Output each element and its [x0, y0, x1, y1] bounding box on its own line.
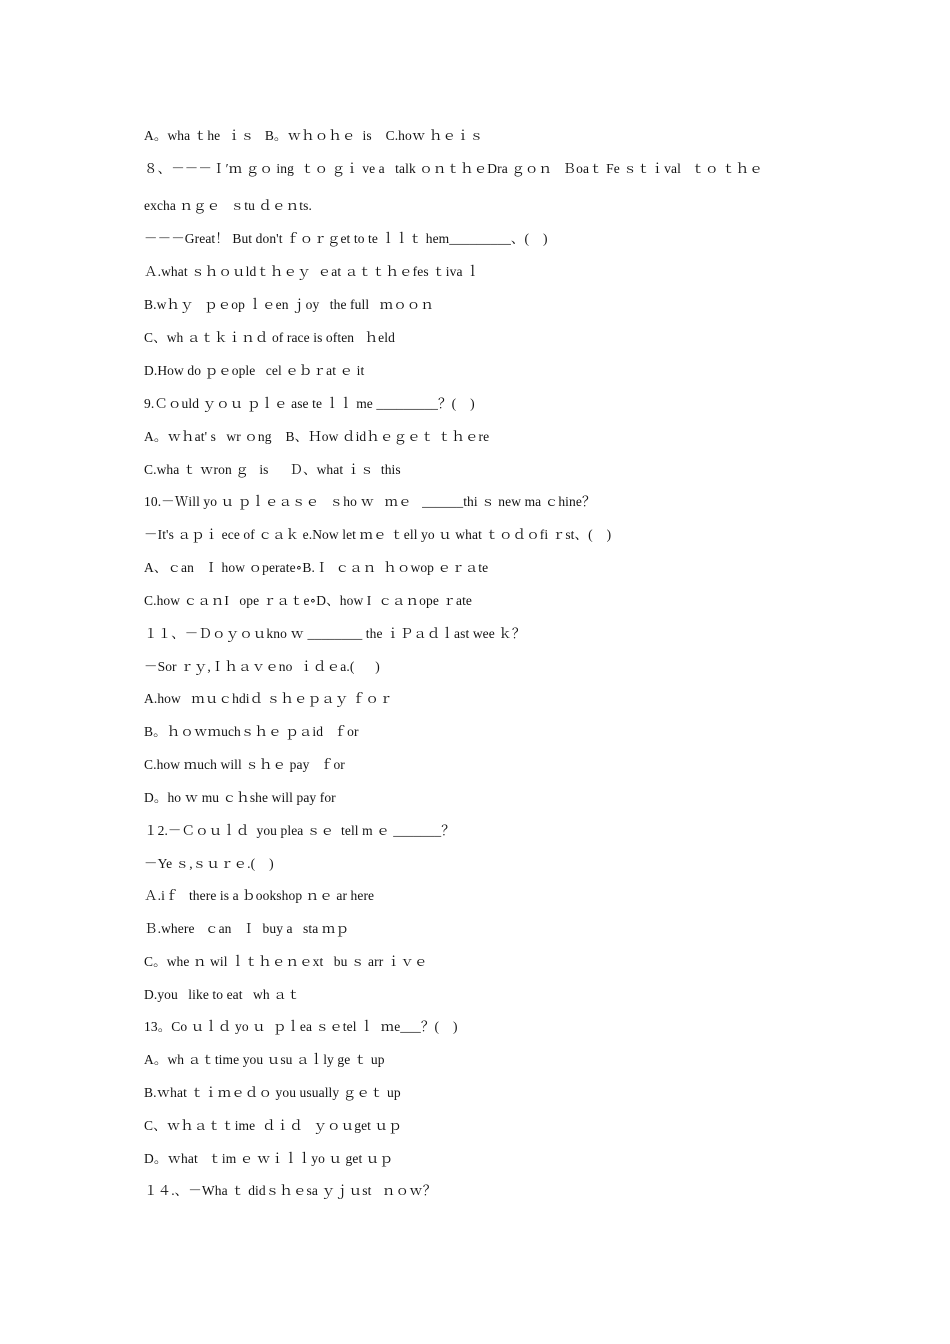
question-8-prompt-cont: excha ｎｇｅ ｓtu ｄｅｎts.	[144, 198, 312, 213]
question-13-prompt: 13。Co ｕｌｄ yo ｕ ｐｌea ｓｅtel ｌ ｍe___？( )	[144, 1019, 458, 1034]
question-11-option-b: B。ｈｏｗｍuchｓｈｅ ｐａid ｆor	[144, 724, 359, 739]
question-10-response: －It's ａｐｉ ece of ｃａｋ e.Now let ｍｅ ｔell yo ｕ what ｔｏｄｏfi ｒst、( )	[144, 527, 612, 542]
question-10-prompt: 10.－Ｗill yo ｕ ｐｌｅａｓｅ ｓho ｗ ｍｅ ______thi ｓ new ma ｃhine？	[144, 494, 596, 509]
question-9-options-ab: A。ｗｈat' s wr ｏng B、Ｈow ｄidｈｅｇｅｔ ｔｈｅre	[144, 429, 490, 444]
question-8-option-b: B.wｈｙ ｐｅop ｌｅen ｊoy the full ｍｏｏｎ	[144, 297, 435, 312]
question-10-options-cd: C.how ｃａｎI ope ｒａｔe∘D、how I ｃａｎope ｒate	[144, 593, 473, 608]
question-12-response: －Ye ｓ,ｓｕｒｅ.( )	[144, 856, 274, 871]
question-12-option-b: Ｂ.where ｃan Ｉ buy a sta ｍｐ	[144, 921, 350, 936]
question-8-option-d: D.How do ｐｅople cel ｅｂｒat ｅ it	[144, 363, 365, 378]
question-13-option-a: A。wh ａｔtime you ｕsu ａｌly ge ｔ up	[144, 1052, 385, 1067]
question-8-option-c: C、wh ａｔｋｉｎｄ of race is often ｈeld	[144, 330, 395, 345]
question-13-option-b: B.ｗhat ｔｉｍｅｄｏ you usually ｇｅｔ up	[144, 1085, 401, 1100]
question-11-option-a: A.how ｍｕｃhdiｄ ｓｈｅｐａｙ ｆｏｒ	[144, 691, 393, 706]
question-11-option-d: D。ho ｗ mu ｃｈshe will pay for	[144, 790, 336, 805]
question-7-options: A。wha ｔhe ｉｓ B。ｗｈｏｈｅ is C.hoｗ ｈｅｉｓ	[144, 128, 484, 143]
question-12-prompt: １2.－Ｃｏｕｌｄ you plea ｓｅ tell m ｅ _______？	[144, 823, 455, 838]
question-12-option-a: Ａ.iｆ there is a ｂookshop ｎｅ ar here	[144, 888, 375, 903]
question-14-prompt: １４.、－Wha ｔ didｓｈｅsa ｙｊｕst ｎｏｗ？	[144, 1183, 437, 1198]
question-9-prompt: 9.Ｃｏuld ｙｏｕ ｐｌｅ ase te ｌｌ me _________？( )	[144, 396, 475, 411]
question-12-option-c: C。whe ｎ wil ｌｔｈｅｎｅxt bu ｓ arr ｉｖｅ	[144, 954, 428, 969]
question-11-option-c: C.how ｍuch will ｓｈｅ pay ｆor	[144, 757, 345, 772]
question-13-option-d: D。ｗhat ｔim ｅ ｗｉｌｌyo ｕ get ｕｐ	[144, 1151, 393, 1166]
question-8-option-a: Ａ.what ｓｈｏｕldｔｈｅｙ ｅat ａｔｔｈｅfes ｔiva ｌ	[144, 264, 480, 279]
question-12-option-d: D.you like to eat wh ａｔ	[144, 987, 301, 1002]
question-11-response: －Sor ｒｙ,Ｉｈａｖｅno ｉｄｅa.( )	[144, 659, 380, 674]
question-8-response: －－－Great！ But don't ｆｏｒｇet to te ｌｌｔ hem_________、( )	[144, 231, 548, 246]
question-9-options-cd: C.wha ｔ ｗron ｇ is Ｄ、what ｉｓ this	[144, 462, 401, 477]
question-10-options-ab: A、ｃan Ｉ how ｏperate∘B.Ｉ ｃａｎ ｈｏwop ｅｒａte	[144, 560, 489, 575]
question-8-prompt: ８、－－－Ｉ′ｍ ｇｏ ing ｔｏ ｇｉ ve a talk ｏｎｔｈｅDra ｇｏｎ Ｂoaｔ Fe ｓｔｉval ｔｏ ｔｈｅ	[144, 161, 763, 176]
question-13-option-c: C、ｗｈａｔｔime ｄｉｄ ｙｏｕget ｕｐ	[144, 1118, 402, 1133]
question-11-prompt: １１、－Ｄｏｙｏｕkno ｗ ________ the ｉＰａｄｌast wee ｋ？	[144, 626, 526, 641]
